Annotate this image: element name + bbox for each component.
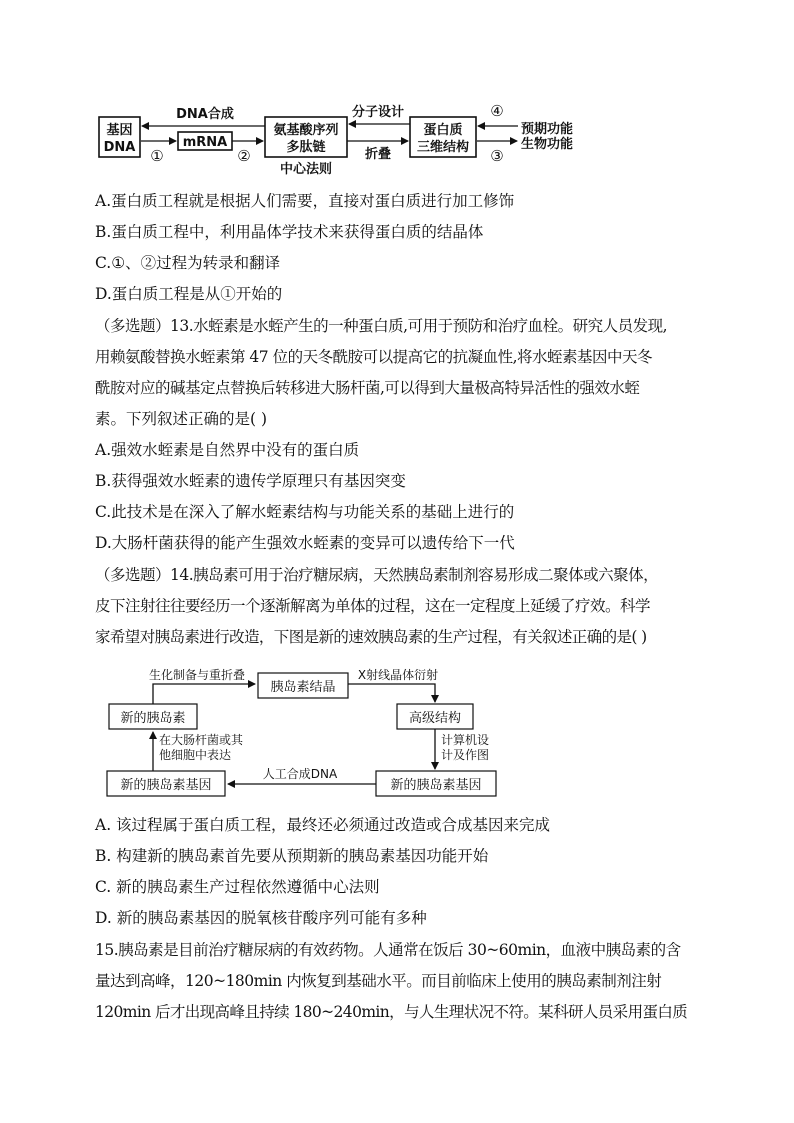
xray-arrow	[348, 684, 435, 702]
step1-label: ①	[150, 147, 164, 165]
q15-stem-line: 量达到高峰，120~180min 内恢复到基础水平。而目前临床上使用的胰岛素制剂注射	[95, 972, 662, 990]
q13-option-b: B.获得强效水蛭素的遗传学原理只有基因突变	[95, 472, 406, 490]
q14-stem-line: 家希望对胰岛素进行改造，下图是新的速效胰岛素的生产过程，有关叙述正确的是( )	[95, 628, 647, 646]
synthesis-label: 人工合成DNA	[262, 767, 338, 781]
folding-label: 折叠	[364, 147, 392, 162]
xray-label: X射线晶体衍射	[357, 668, 439, 682]
express-label-1: 在大肠杆菌或其	[159, 733, 244, 747]
dna-synthesis-label: DNA合成	[176, 107, 234, 122]
q15-stem-line: 15.胰岛素是目前治疗糖尿病的有效药物。人通常在饭后 30~60min，血液中胰岛素的含	[95, 941, 681, 959]
q13-option-a: A.强效水蛭素是自然界中没有的蛋白质	[95, 441, 360, 459]
q14-stem-line: 皮下注射往往要经历一个逐渐解离为单体的过程，这在一定程度上延缓了疗效。科学	[95, 597, 651, 615]
expected-function-text: 预期功能	[521, 122, 574, 137]
q12-option-a: A.蛋白质工程就是根据人们需要，直接对蛋白质进行加工修饰	[95, 192, 515, 210]
mrna-label: mRNA	[182, 135, 228, 150]
q12-option-d: D.蛋白质工程是从①开始的	[95, 285, 283, 303]
step2-label: ②	[237, 147, 251, 165]
new-gene-left-label: 新的胰岛素基因	[120, 778, 212, 793]
q14-option-d: D. 新的胰岛素基因的脱氧核苷酸序列可能有多种	[95, 909, 427, 927]
q13-stem-line: 用赖氨酸替换水蛭素第 47 位的天冬酰胺可以提高它的抗凝血性,将水蛭素基因中天冬	[95, 348, 653, 366]
q13-stem-line: 素。下列叙述正确的是( )	[95, 410, 268, 428]
step3-label: ③	[490, 147, 504, 165]
advanced-structure-label: 高级结构	[408, 711, 462, 726]
q14-option-b: B. 构建新的胰岛素首先要从预期新的胰岛素基因功能开始	[95, 847, 489, 865]
q14-option-c: C. 新的胰岛素生产过程依然遵循中心法则	[95, 878, 380, 896]
biochem-label: 生化制备与重折叠	[148, 668, 246, 682]
peptide-label-2: 多肽链	[286, 140, 326, 155]
compute-label-1: 计算机设	[441, 733, 490, 747]
protein-label-2: 三维结构	[416, 140, 470, 155]
q12-option-b: B.蛋白质工程中，利用晶体学技术来获得蛋白质的结晶体	[95, 223, 484, 241]
peptide-label-1: 氨基酸序列	[273, 123, 339, 138]
protein-label-1: 蛋白质	[423, 123, 463, 138]
q14-option-a: A. 该过程属于蛋白质工程，最终还必须通过改造或合成基因来完成	[95, 816, 551, 834]
express-label-2: 他细胞中表达	[159, 748, 232, 762]
new-gene-right-label: 新的胰岛素基因	[390, 778, 482, 793]
q14-stem-line: （多选题）14.胰岛素可用于治疗糖尿病，天然胰岛素制剂容易形成二聚体或六聚体，	[95, 566, 659, 584]
central-dogma-label: 中心法则	[279, 162, 333, 177]
gene-dna-label-1: 基因	[106, 123, 133, 138]
biochem-arrow	[153, 684, 255, 704]
molecular-design-label: 分子设计	[351, 105, 405, 120]
insulin-crystal-label: 胰岛素结晶	[270, 680, 336, 695]
biological-function-text: 生物功能	[521, 137, 574, 152]
q13-stem-line: （多选题）13.水蛭素是水蛭产生的一种蛋白质,可用于预防和治疗血栓。研究人员发现,	[95, 317, 668, 335]
q13-option-d: D.大肠杆菌获得的能产生强效水蛭素的变异可以遗传给下一代	[95, 534, 515, 552]
gene-dna-label-2: DNA	[103, 140, 136, 155]
q13-option-c: C.此技术是在深入了解水蛭素结构与功能关系的基础上进行的	[95, 503, 515, 521]
q13-stem-line: 酰胺对应的碱基定点替换后转移进大肠杆菌,可以得到大量极高特异活性的强效水蛭	[95, 379, 640, 397]
q12-option-c: C.①、②过程为转录和翻译	[95, 254, 281, 272]
step4-label: ④	[490, 102, 504, 120]
compute-label-2: 计及作图	[441, 748, 490, 762]
new-insulin-label: 新的胰岛素	[120, 711, 186, 726]
q15-stem-line: 120min 后才出现高峰且持续 180~240min，与人生理状况不符。某科研人员采用蛋白质	[95, 1003, 688, 1021]
